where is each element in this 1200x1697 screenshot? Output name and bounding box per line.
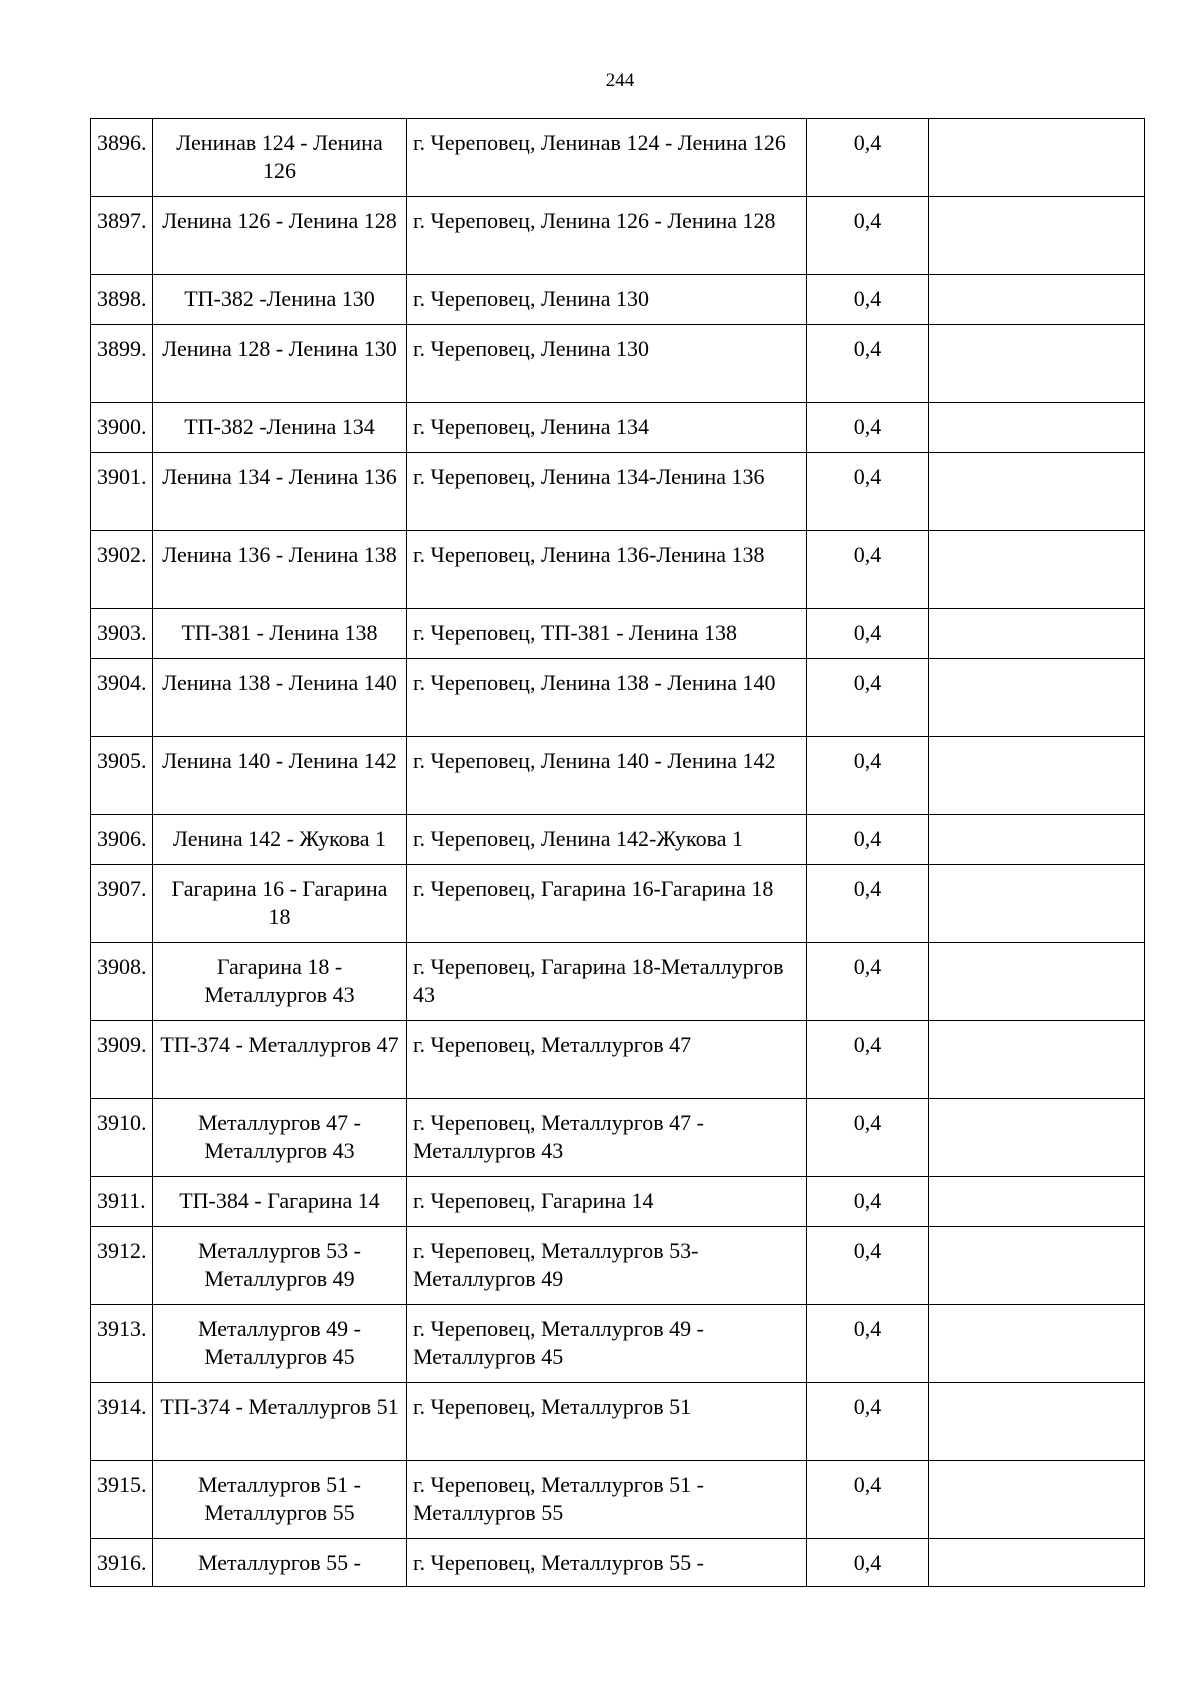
table-row bbox=[91, 737, 1145, 815]
row-number: 3915. bbox=[91, 1461, 153, 1539]
note-cell bbox=[929, 737, 1145, 815]
note-cell bbox=[929, 609, 1145, 659]
table-row bbox=[91, 659, 1145, 737]
note-cell bbox=[929, 1305, 1145, 1383]
table-row bbox=[91, 1461, 1145, 1539]
table-body bbox=[91, 119, 1145, 1587]
voltage-value: 0,4 bbox=[807, 609, 929, 659]
note-cell bbox=[929, 119, 1145, 197]
row-number: 3909. bbox=[91, 1021, 153, 1099]
note-cell bbox=[929, 325, 1145, 403]
line-address: г. Череповец, Ленина 134-Ленина 136 bbox=[407, 453, 807, 531]
line-name: Металлургов 47 - Металлургов 43 bbox=[153, 1099, 407, 1177]
line-address: г. Череповец, ТП-381 - Ленина 138 bbox=[407, 609, 807, 659]
line-name: ТП-382 -Ленина 130 bbox=[153, 275, 407, 325]
row-number: 3905. bbox=[91, 737, 153, 815]
line-address: г. Череповец, Ленина 140 - Ленина 142 bbox=[407, 737, 807, 815]
line-name: ТП-381 - Ленина 138 bbox=[153, 609, 407, 659]
table-row bbox=[91, 609, 1145, 659]
voltage-value: 0,4 bbox=[807, 1099, 929, 1177]
line-address: г. Череповец, Металлургов 51 - Металлургов 55 bbox=[407, 1461, 807, 1539]
line-address: г. Череповец, Ленина 134 bbox=[407, 403, 807, 453]
row-number: 3899. bbox=[91, 325, 153, 403]
line-name: Ленина 126 - Ленина 128 bbox=[153, 197, 407, 275]
row-number: 3898. bbox=[91, 275, 153, 325]
row-number: 3913. bbox=[91, 1305, 153, 1383]
line-name: Металлургов 55 - bbox=[153, 1539, 407, 1587]
line-address: г. Череповец, Металлургов 49 - Металлургов 45 bbox=[407, 1305, 807, 1383]
line-name: Гагарина 16 - Гагарина 18 bbox=[153, 865, 407, 943]
voltage-value: 0,4 bbox=[807, 325, 929, 403]
table-row bbox=[91, 1099, 1145, 1177]
voltage-value: 0,4 bbox=[807, 119, 929, 197]
voltage-value: 0,4 bbox=[807, 737, 929, 815]
row-number: 3904. bbox=[91, 659, 153, 737]
line-address: г. Череповец, Гагарина 14 bbox=[407, 1177, 807, 1227]
voltage-value: 0,4 bbox=[807, 943, 929, 1021]
note-cell bbox=[929, 1177, 1145, 1227]
table-row bbox=[91, 197, 1145, 275]
note-cell bbox=[929, 1461, 1145, 1539]
voltage-value: 0,4 bbox=[807, 659, 929, 737]
table-row bbox=[91, 865, 1145, 943]
line-name: ТП-374 - Металлургов 51 bbox=[153, 1383, 407, 1461]
line-address: г. Череповец, Металлургов 47 - Металлургов 43 bbox=[407, 1099, 807, 1177]
row-number: 3902. bbox=[91, 531, 153, 609]
voltage-value: 0,4 bbox=[807, 1021, 929, 1099]
row-number: 3906. bbox=[91, 815, 153, 865]
line-address: г. Череповец, Ленинав 124 - Ленина 126 bbox=[407, 119, 807, 197]
table-row bbox=[91, 1383, 1145, 1461]
line-name: Гагарина 18 - Металлургов 43 bbox=[153, 943, 407, 1021]
table-row bbox=[91, 1177, 1145, 1227]
table-row bbox=[91, 453, 1145, 531]
note-cell bbox=[929, 197, 1145, 275]
line-registry-table bbox=[90, 118, 1145, 1587]
row-number: 3901. bbox=[91, 453, 153, 531]
voltage-value: 0,4 bbox=[807, 197, 929, 275]
line-address: г. Череповец, Ленина 130 bbox=[407, 275, 807, 325]
table-row bbox=[91, 1021, 1145, 1099]
note-cell bbox=[929, 1383, 1145, 1461]
line-name: ТП-382 -Ленина 134 bbox=[153, 403, 407, 453]
line-name: Ленина 136 - Ленина 138 bbox=[153, 531, 407, 609]
note-cell bbox=[929, 403, 1145, 453]
note-cell bbox=[929, 1227, 1145, 1305]
voltage-value: 0,4 bbox=[807, 531, 929, 609]
note-cell bbox=[929, 1539, 1145, 1587]
line-address: г. Череповец, Металлургов 51 bbox=[407, 1383, 807, 1461]
line-name: Ленинав 124 - Ленина 126 bbox=[153, 119, 407, 197]
row-number: 3896. bbox=[91, 119, 153, 197]
note-cell bbox=[929, 1099, 1145, 1177]
table-row bbox=[91, 943, 1145, 1021]
table-row bbox=[91, 1305, 1145, 1383]
table-row bbox=[91, 325, 1145, 403]
voltage-value: 0,4 bbox=[807, 865, 929, 943]
row-number: 3903. bbox=[91, 609, 153, 659]
table-row bbox=[91, 275, 1145, 325]
row-number: 3897. bbox=[91, 197, 153, 275]
voltage-value: 0,4 bbox=[807, 403, 929, 453]
note-cell bbox=[929, 453, 1145, 531]
line-address: г. Череповец, Гагарина 18-Металлургов 43 bbox=[407, 943, 807, 1021]
line-address: г. Череповец, Ленина 126 - Ленина 128 bbox=[407, 197, 807, 275]
note-cell bbox=[929, 531, 1145, 609]
line-name: Ленина 134 - Ленина 136 bbox=[153, 453, 407, 531]
line-address: г. Череповец, Металлургов 47 bbox=[407, 1021, 807, 1099]
voltage-value: 0,4 bbox=[807, 1461, 929, 1539]
row-number: 3908. bbox=[91, 943, 153, 1021]
voltage-value: 0,4 bbox=[807, 1539, 929, 1587]
note-cell bbox=[929, 815, 1145, 865]
voltage-value: 0,4 bbox=[807, 1227, 929, 1305]
row-number: 3914. bbox=[91, 1383, 153, 1461]
note-cell bbox=[929, 1021, 1145, 1099]
line-address: г. Череповец, Ленина 130 bbox=[407, 325, 807, 403]
note-cell bbox=[929, 659, 1145, 737]
line-name: Металлургов 51 - Металлургов 55 bbox=[153, 1461, 407, 1539]
table-row bbox=[91, 1539, 1145, 1587]
line-address: г. Череповец, Ленина 138 - Ленина 140 bbox=[407, 659, 807, 737]
note-cell bbox=[929, 275, 1145, 325]
row-number: 3916. bbox=[91, 1539, 153, 1587]
row-number: 3900. bbox=[91, 403, 153, 453]
line-name: Ленина 140 - Ленина 142 bbox=[153, 737, 407, 815]
row-number: 3912. bbox=[91, 1227, 153, 1305]
line-name: ТП-384 - Гагарина 14 bbox=[153, 1177, 407, 1227]
page-number: 244 bbox=[605, 70, 635, 91]
line-name: Ленина 142 - Жукова 1 bbox=[153, 815, 407, 865]
line-name: Металлургов 53 - Металлургов 49 bbox=[153, 1227, 407, 1305]
row-number: 3911. bbox=[91, 1177, 153, 1227]
voltage-value: 0,4 bbox=[807, 453, 929, 531]
line-name: Металлургов 49 - Металлургов 45 bbox=[153, 1305, 407, 1383]
note-cell bbox=[929, 865, 1145, 943]
line-name: Ленина 138 - Ленина 140 bbox=[153, 659, 407, 737]
line-address: г. Череповец, Ленина 142-Жукова 1 bbox=[407, 815, 807, 865]
line-address: г. Череповец, Ленина 136-Ленина 138 bbox=[407, 531, 807, 609]
table-row bbox=[91, 815, 1145, 865]
voltage-value: 0,4 bbox=[807, 1305, 929, 1383]
row-number: 3907. bbox=[91, 865, 153, 943]
row-number: 3910. bbox=[91, 1099, 153, 1177]
voltage-value: 0,4 bbox=[807, 1383, 929, 1461]
table-row bbox=[91, 403, 1145, 453]
line-address: г. Череповец, Металлургов 53-Металлургов 49 bbox=[407, 1227, 807, 1305]
line-address: г. Череповец, Металлургов 55 - bbox=[407, 1539, 807, 1587]
line-address: г. Череповец, Гагарина 16-Гагарина 18 bbox=[407, 865, 807, 943]
voltage-value: 0,4 bbox=[807, 815, 929, 865]
voltage-value: 0,4 bbox=[807, 275, 929, 325]
note-cell bbox=[929, 943, 1145, 1021]
table-row bbox=[91, 119, 1145, 197]
line-name: ТП-374 - Металлургов 47 bbox=[153, 1021, 407, 1099]
voltage-value: 0,4 bbox=[807, 1177, 929, 1227]
table-row bbox=[91, 1227, 1145, 1305]
table-row bbox=[91, 531, 1145, 609]
line-name: Ленина 128 - Ленина 130 bbox=[153, 325, 407, 403]
